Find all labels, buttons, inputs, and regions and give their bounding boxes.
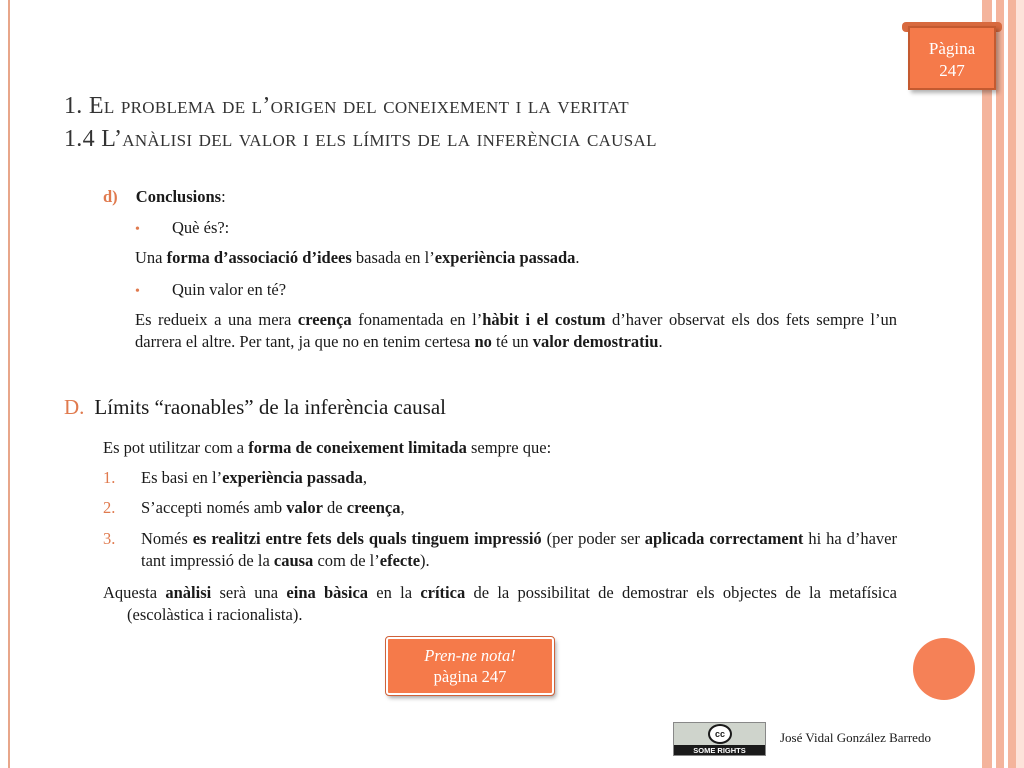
section-d-marker: d) xyxy=(103,187,118,206)
answer-what-value: Es redueix a una mera creença fonamentada en l’hàbit i el costum d’haver observat els dos fets sempre l’un darrera el altre. Per tant, ja que no en tenim certesa no té un valor demostratiu. xyxy=(135,310,897,351)
question-what-is: Què és?: xyxy=(172,218,230,237)
list-number: 2. xyxy=(103,498,116,517)
bullet-icon: • xyxy=(135,284,140,299)
list-item-text: Només es realitzi entre fets dels quals tinguem impressió (per poder ser aplicada correctament hi ha d’haver tant impressió de la causa com de l’efecte). xyxy=(141,529,898,570)
take-note-label: Pren-ne nota! xyxy=(424,646,516,665)
section-D-marker: D. xyxy=(64,395,85,419)
slide-title: 1. El problema de l’origen del coneixement i la veritat xyxy=(64,93,629,119)
list-item xyxy=(103,528,115,550)
decorative-circle xyxy=(913,638,975,700)
section-D-title: Límits “raonables” de la inferència causal xyxy=(94,395,446,419)
section-D-intro: Es pot utilitzar com a forma de coneixement limitada sempre que: xyxy=(103,438,552,457)
cc-logo-icon: cc xyxy=(708,724,732,744)
bullet-icon: • xyxy=(135,222,140,237)
question-what-value: Quin valor en té? xyxy=(172,280,287,299)
page-badge-body xyxy=(908,26,996,90)
list-item-text: S’accepti només amb valor de creença, xyxy=(141,498,405,517)
list-number: 1. xyxy=(103,468,116,487)
answer-what-is: Una forma d’associació d’idees basada en l’experiència passada. xyxy=(135,248,580,267)
list-number: 3. xyxy=(103,529,116,548)
license-text: SOME RIGHTS RESERVED xyxy=(693,746,746,766)
section-d-label: Conclusions xyxy=(135,187,222,206)
section-d-heading: d) Conclusions: xyxy=(103,187,226,206)
slide-subtitle: 1.4 L’anàlisi del valor i els límits de la inferència causal xyxy=(64,126,657,152)
take-note-page: pàgina 247 xyxy=(433,667,507,686)
page-badge-label: Pàgina xyxy=(928,39,976,58)
page-badge-number: 247 xyxy=(939,61,965,80)
list-item xyxy=(103,467,115,489)
creative-commons-badge[interactable] xyxy=(673,722,766,766)
right-decorative-stripes xyxy=(974,0,1024,768)
author-name: José Vidal González Barredo xyxy=(780,730,931,745)
take-note-button[interactable] xyxy=(386,637,554,695)
left-decorative-rule xyxy=(8,0,10,768)
section-D-closing: Aquesta anàlisi serà una eina bàsica en la crítica de la possibilitat de demostrar els objectes de la metafísica (escolàstica i racionalista). xyxy=(103,583,898,624)
page-number-badge xyxy=(902,22,1002,90)
section-D-heading xyxy=(64,394,446,420)
list-item-text: Es basi en l’experiència passada, xyxy=(141,468,367,487)
list-item xyxy=(103,497,115,519)
